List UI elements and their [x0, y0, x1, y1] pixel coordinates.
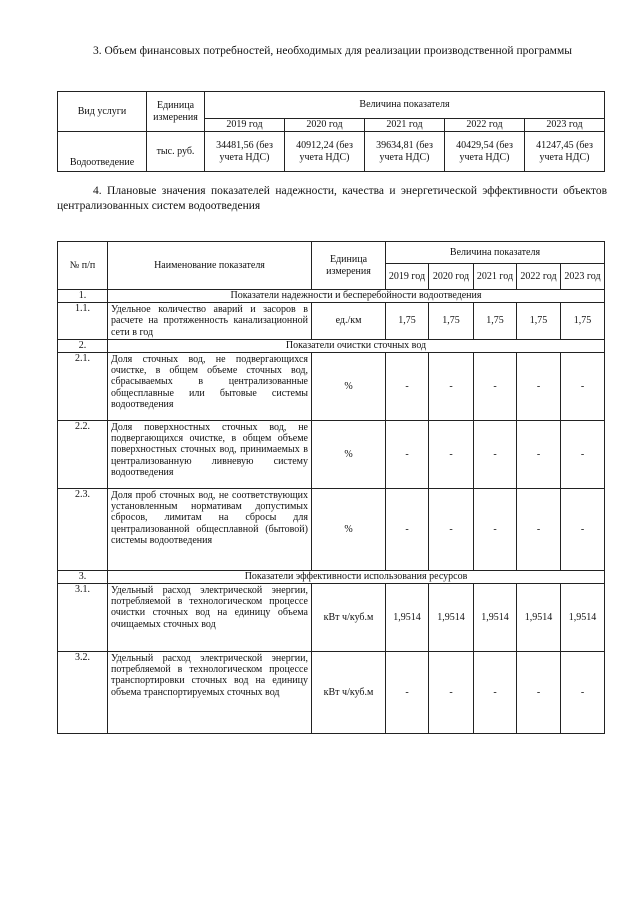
section4-heading: 4. Плановые значения показателей надежности, качества и энергетической эффективности объектов централизованных систем водоотведения	[57, 185, 607, 212]
value-cell: -	[429, 488, 474, 570]
value-cell: -	[386, 488, 429, 570]
value-cell: 1,9514	[386, 583, 429, 651]
value-cell: -	[474, 651, 517, 733]
row-number: 3.2.	[58, 651, 108, 733]
value-cell: -	[386, 352, 429, 420]
row-number: 2.3.	[58, 488, 108, 570]
section-title: Показатели очистки сточных вод	[108, 339, 605, 352]
col-name-header: Наименование показателя	[108, 242, 312, 290]
section-title: Показатели надежности и бесперебойности водоотведения	[108, 290, 605, 303]
year-header: 2022 год	[517, 264, 561, 290]
indicator-name: Доля сточных вод, не подвергающихся очистке, в общем объеме сточных вод, сбрасываемых в централизованные общесплавные или бытовые системы водоотведения	[108, 352, 312, 420]
row-number: 2.1.	[58, 352, 108, 420]
col-value-header: Величина показателя	[386, 242, 605, 264]
year-header: 2019 год	[205, 119, 285, 132]
year-header: 2020 год	[429, 264, 474, 290]
indicator-name: Доля поверхностных сточных вод, не подвергающихся очистке, в общем объеме поверхностных сточных вод, принимаемых в централизованную ливневую систему водоотведения	[108, 420, 312, 488]
col-unit-header: Единица измерения	[312, 242, 386, 290]
unit-cell: ед./км	[312, 303, 386, 340]
value-cell: -	[517, 488, 561, 570]
value-cell: -	[429, 651, 474, 733]
col-unit-header: Единица измерения	[147, 92, 205, 132]
value-cell: 40912,24 (без учета НДС)	[285, 132, 365, 172]
col-service-header: Вид услуги	[58, 92, 147, 132]
value-cell: 1,75	[429, 303, 474, 340]
value-cell: 1,75	[517, 303, 561, 340]
value-cell: 1,9514	[474, 583, 517, 651]
unit-cell: кВт ч/куб.м	[312, 583, 386, 651]
value-cell: 34481,56 (без учета НДС)	[205, 132, 285, 172]
value-cell: -	[561, 488, 605, 570]
value-cell: 39634,81 (без учета НДС)	[365, 132, 445, 172]
value-cell: 1,9514	[517, 583, 561, 651]
row-number: 1.1.	[58, 303, 108, 340]
service-cell: Водоотведение	[58, 132, 147, 172]
indicator-name: Доля проб сточных вод, не соответствующих установленным нормативам допустимых сбросов, лимитам на сбросы для централизованной общесплавной (бытовой) системы водоотведения	[108, 488, 312, 570]
indicators-table	[57, 241, 605, 734]
year-header: 2021 год	[474, 264, 517, 290]
unit-cell: %	[312, 352, 386, 420]
row-number: 1.	[58, 290, 108, 303]
unit-cell: %	[312, 420, 386, 488]
financial-needs-table	[57, 91, 605, 172]
value-cell: 41247,45 (без учета НДС)	[525, 132, 605, 172]
value-cell: -	[474, 488, 517, 570]
value-cell: -	[517, 420, 561, 488]
row-number: 3.	[58, 570, 108, 583]
unit-cell: %	[312, 488, 386, 570]
value-cell: 1,9514	[429, 583, 474, 651]
row-number: 2.2.	[58, 420, 108, 488]
value-cell: -	[517, 352, 561, 420]
value-cell: -	[561, 352, 605, 420]
value-cell: -	[386, 651, 429, 733]
value-cell: -	[561, 651, 605, 733]
indicator-name: Удельный расход электрической энергии, потребляемой в технологическом процессе транспортировки сточных вод на единицу объема транспортируемых сточных вод	[108, 651, 312, 733]
value-cell: -	[517, 651, 561, 733]
value-cell: -	[474, 352, 517, 420]
row-number: 3.1.	[58, 583, 108, 651]
value-cell: 40429,54 (без учета НДС)	[445, 132, 525, 172]
section-title: Показатели эффективности использования ресурсов	[108, 570, 605, 583]
unit-cell: кВт ч/куб.м	[312, 651, 386, 733]
year-header: 2023 год	[525, 119, 605, 132]
value-cell: -	[429, 420, 474, 488]
section3-heading: 3. Объем финансовых потребностей, необходимых для реализации производственной программы	[93, 45, 572, 57]
value-cell: -	[474, 420, 517, 488]
value-cell: 1,75	[561, 303, 605, 340]
value-cell: -	[386, 420, 429, 488]
year-header: 2022 год	[445, 119, 525, 132]
year-header: 2019 год	[386, 264, 429, 290]
year-header: 2023 год	[561, 264, 605, 290]
value-cell: 1,75	[474, 303, 517, 340]
value-cell: 1,75	[386, 303, 429, 340]
year-header: 2020 год	[285, 119, 365, 132]
year-header: 2021 год	[365, 119, 445, 132]
row-number: 2.	[58, 339, 108, 352]
value-cell: -	[561, 420, 605, 488]
value-cell: 1,9514	[561, 583, 605, 651]
unit-cell: тыс. руб.	[147, 132, 205, 172]
col-num-header: № п/п	[58, 242, 108, 290]
col-value-header: Величина показателя	[205, 92, 605, 119]
indicator-name: Удельное количество аварий и засоров в расчете на протяженность канализационной сети в год	[108, 303, 312, 340]
value-cell: -	[429, 352, 474, 420]
indicator-name: Удельный расход электрической энергии, потребляемой в технологическом процессе очистки сточных вод на единицу объема очищаемых сточных вод	[108, 583, 312, 651]
